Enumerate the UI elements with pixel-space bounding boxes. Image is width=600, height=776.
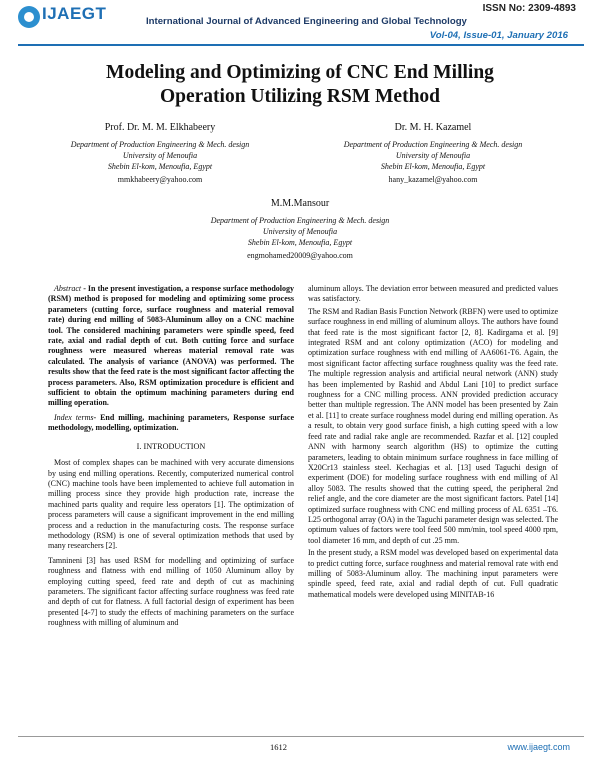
author-name: Dr. M. H. Kazamel [394,122,472,133]
logo-text: IJAEGT [42,4,107,23]
header-rule [18,44,584,46]
author-city: Shebin El-kom, Menoufia, Egypt [247,238,353,247]
index-terms-text: - End milling, machining parameters, Response surface methodology, modelling, optimization. [48,412,294,433]
paragraph: In the present study, a RSM model was developed based on experimental data to predict cutting force, surface roughness and material removal rate with end milling of 5083-Aluminum alloy. The machining input parameters were spindle speed, feed rate, axial and radial depth of cut. Full quadratic mathematical models were developed using MINITAB-16 [308,548,558,599]
author-email: engmohamed20009@yahoo.com [247,251,353,260]
author-city: Shebin El-kom, Menoufia, Egypt [380,162,486,171]
paragraph: Tamnineni [3] has used RSM for modelling and optimizing of surface roughness and flatness with end milling of 1050 Aluminum alloy by employing cutting speed, feed rate and depth of cut as machining parameters. The significant factor affecting surface roughness was feed rate and depth of cut for flatness. A full factorial design of experiment has been presented [4-7] to study the effects of machining parameters on the surface roughness with milling of aluminum and [48,555,294,628]
journal-logo [18,2,110,30]
author-name: Prof. Dr. M. M. Elkhabeery [104,122,216,133]
paragraph: The RSM and Radian Basis Function Network (RBFN) were used to optimize surface roughness in end milling of aluminum alloys. The authors have found that feed rate is the most significant factor [2, 8]. Kadirgama et al. [9] integrated RSM and ant colony optimization (ACO) for modeling and optimization surface roughness with end milling of AA6061-T6. Again, the most significant factor affecting surface roughness quality was the feed rate. The multiple regression analysis and artificial neural network (ANN) study has been implemented by Rashid and Abdul Lani [10] to predict surface roughness for a CNC milling process. ANN provided prediction accuracy better than multiple regression. The ANN model has been presented by Zain et al. [11] to create surface roughness model during end milling operation. As a result, to obtain very good surface finish, a high cutting speed with a low feed rate and radial rake angle are recommended. Razfar et al. [12] coupled ANN with harmony search algorithm (HS) to optimize the cutting parameters, leading to obtain minimum surface roughness in face milling of X20Cr13 stainless steel. Kechagias et al. [13] used Taguchi design of experiment (DOE) for modeling surface roughness with end milling of Al alloy 5083. The results showed that the cutting speed, the peripheral 2nd relief angle, and the core diameter are the most significant factors. Patel [14] optimized surface roughness with CNC end milling process of AL 6351 –T6. L25 orthogonal array (OA) in the Taguchi parameter design was selected. The optimum values of factors were tool feed 500 mm/min, tool speed 4000 rpm, tool diameter 16 mm, and depth of cut .25 mm. [308,306,558,545]
title-line-1: Modeling and Optimizing of CNC End Milling [106,62,494,83]
author-email: mmkhabeery@yahoo.com [117,175,203,184]
author-univ: University of Menoufia [122,151,198,160]
right-column [308,284,558,602]
journal-website-link[interactable]: www.ijaegt.com [507,742,570,752]
index-terms-label: Index terms [54,412,94,422]
footer-rule [18,736,584,737]
volume-issue: Vol-04, Issue-01, January 2016 [429,30,568,41]
abstract-text: - In the present investigation, a response surface methodology (RSM) method is proposed for modeling and optimizing some process parameters (cutting force, surface roughness and material removal rate) during end milling of 5083-Aluminum alloy on a CNC machine tool. The considered machining parameters were spindle speed, feed rate, axial and radial depth of cut. Both cutting force and surface roughness were measured whereas material removal rate was calculated. The analysis of variance (ANOVA) was performed. The results show that the feed rate is the most significant factor affecting the process parameters. Also, RSM optimization procedure is efficient and sufficient to obtain the optimum machining parameters during end milling operation. [48,284,294,408]
abstract [48,284,294,409]
author-email: hany_kazamel@yahoo.com [388,175,478,184]
issn-number: ISSN No: 2309-4893 [482,3,576,14]
author-name: M.M.Mansour [270,198,330,209]
author-dept: Department of Production Engineering & Mech. design [343,140,523,149]
paper-title [0,61,600,109]
abstract-label: Abstract [54,284,82,293]
journal-name: International Journal of Advanced Engineering and Global Technology [146,16,467,27]
author-block-3 [170,198,430,260]
author-block-1 [40,122,280,184]
paragraph: Most of complex shapes can be machined with very accurate dimensions by using end milling operations. Recently, computerized numerical control (CNC) machine tools have been implemented to achieve full automation in milling process since they provide high production rate, increase the machined parts quality and require less operators [1]. The optimization of process parameters will cause a significant improvement in the end milling process and a reduction in the manufacturing costs. The response surface methodology (RSM) is one of several optimization methods that used by many researchers [2]. [48,458,294,551]
page-number: 1612 [270,742,287,752]
paragraph: aluminum alloys. The deviation error between measured and predicted values was satisfactory. [308,284,558,304]
index-terms [48,413,294,434]
author-univ: University of Menoufia [395,151,471,160]
title-line-2: Operation Utilizing RSM Method [159,86,441,107]
author-city: Shebin El-kom, Menoufia, Egypt [107,162,213,171]
author-dept: Department of Production Engineering & Mech. design [210,216,390,225]
logo-emblem-icon [18,6,40,28]
left-column [48,284,294,631]
author-univ: University of Menoufia [262,227,338,236]
author-dept: Department of Production Engineering & Mech. design [70,140,250,149]
author-block-2 [308,122,558,184]
section-heading: I. INTRODUCTION [136,441,206,451]
